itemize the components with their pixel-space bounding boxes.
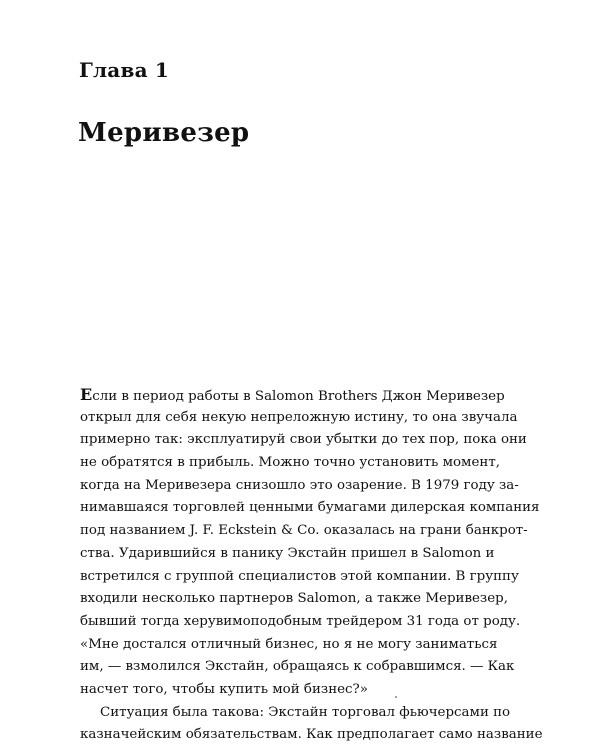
text-line: нимавшаяся торговлей ценными бумагами дилерская компания (80, 500, 540, 516)
text-line: насчет того, чтобы купить мой бизнес?» (80, 681, 368, 697)
scan-speck (395, 696, 397, 698)
text-line (80, 384, 505, 407)
text-line: открыл для себя некую непреложную истину, то она звучала (80, 409, 518, 425)
chapter-label: Глава 1 (79, 58, 170, 82)
text-line: когда на Меривезера снизошло это озарение. В 1979 году за- (80, 477, 519, 493)
text-line: под названием J. F. Eckstein & Co. оказалась на грани банкрот- (80, 523, 528, 539)
text-line: не обратятся в прибыль. Можно точно установить момент, (80, 455, 500, 471)
text-line-content: сли в период работы в Salomon Brothers Джон Меривезер (92, 389, 505, 404)
text-line: «Мне достался отличный бизнес, но я не могу заниматься (80, 636, 498, 652)
chapter-title: Меривезер (78, 118, 250, 148)
text-line: примерно так: эксплуатируй свои убытки до тех пор, пока они (80, 432, 527, 448)
text-line: бывший тогда херувимоподобным трейдером 31 года от роду. (80, 613, 521, 629)
text-line: ства. Ударившийся в панику Экстайн пришел в Salomon и (80, 545, 495, 561)
text-line: Ситуация была такова: Экстайн торговал фьючерсами по (100, 704, 511, 720)
text-line: казначейским обязательствам. Как предполагает само название (80, 727, 543, 743)
text-line: встретился с группой специалистов этой компании. В группу (80, 568, 519, 584)
text-line: входили несколько партнеров Salomon, а также Меривезер, (80, 591, 508, 607)
drop-cap: Е (80, 385, 93, 404)
text-line: им, — взмолился Экстайн, обращаясь к собравшимся. — Как (80, 659, 515, 675)
body-text (80, 384, 543, 747)
